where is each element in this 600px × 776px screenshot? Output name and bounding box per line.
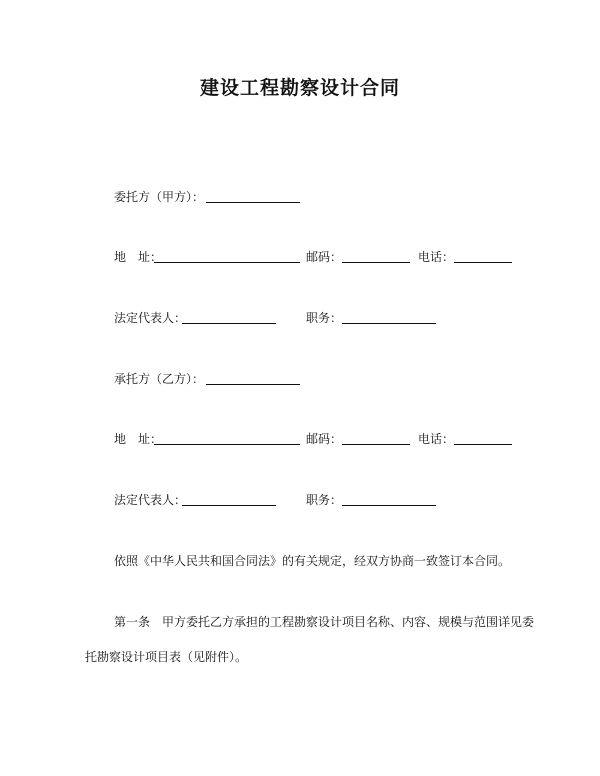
party-b-phone-label: 电话：	[418, 432, 455, 446]
party-a-phone-blank[interactable]	[454, 262, 512, 263]
party-a-postcode-label: 邮码：	[306, 250, 343, 264]
basis-paragraph: 依照《中华人民共和国合同法》的有关规定，经双方协商一致签订本合同。	[114, 554, 511, 568]
party-a-client-blank[interactable]	[206, 202, 300, 203]
party-b-position-label: 职务：	[306, 493, 343, 507]
article-1-line-1: 第一条 甲方委托乙方承担的工程勘察设计项目名称、内容、规模与范围详见委	[114, 615, 535, 629]
party-b-postcode-label: 邮码：	[306, 432, 343, 446]
article-1-line-2: 托勘察设计项目表（见附件）。	[85, 650, 248, 664]
party-a-legal-rep-label: 法定代表人：	[114, 311, 187, 325]
party-a-legal-rep-blank[interactable]	[182, 323, 276, 324]
party-b-legal-rep-blank[interactable]	[182, 505, 276, 506]
party-b-position-blank[interactable]	[342, 505, 436, 506]
party-b-address-label: 地 址：	[114, 432, 163, 446]
party-a-client-label: 委托方（甲方）：	[114, 190, 205, 204]
party-a-postcode-blank[interactable]	[342, 262, 410, 263]
party-b-postcode-blank[interactable]	[342, 444, 410, 445]
party-a-position-label: 职务：	[306, 311, 343, 325]
party-b-phone-blank[interactable]	[454, 444, 512, 445]
party-b-address-blank[interactable]	[154, 444, 300, 445]
party-a-address-blank[interactable]	[154, 262, 300, 263]
document-title: 建设工程勘察设计合同	[199, 77, 400, 99]
party-a-address-label: 地 址：	[114, 250, 163, 264]
party-b-legal-rep-label: 法定代表人：	[114, 493, 187, 507]
party-a-phone-label: 电话：	[418, 250, 455, 264]
party-b-contractor-label: 承托方（乙方）：	[114, 372, 205, 386]
party-b-contractor-blank[interactable]	[206, 384, 300, 385]
party-a-position-blank[interactable]	[342, 323, 436, 324]
